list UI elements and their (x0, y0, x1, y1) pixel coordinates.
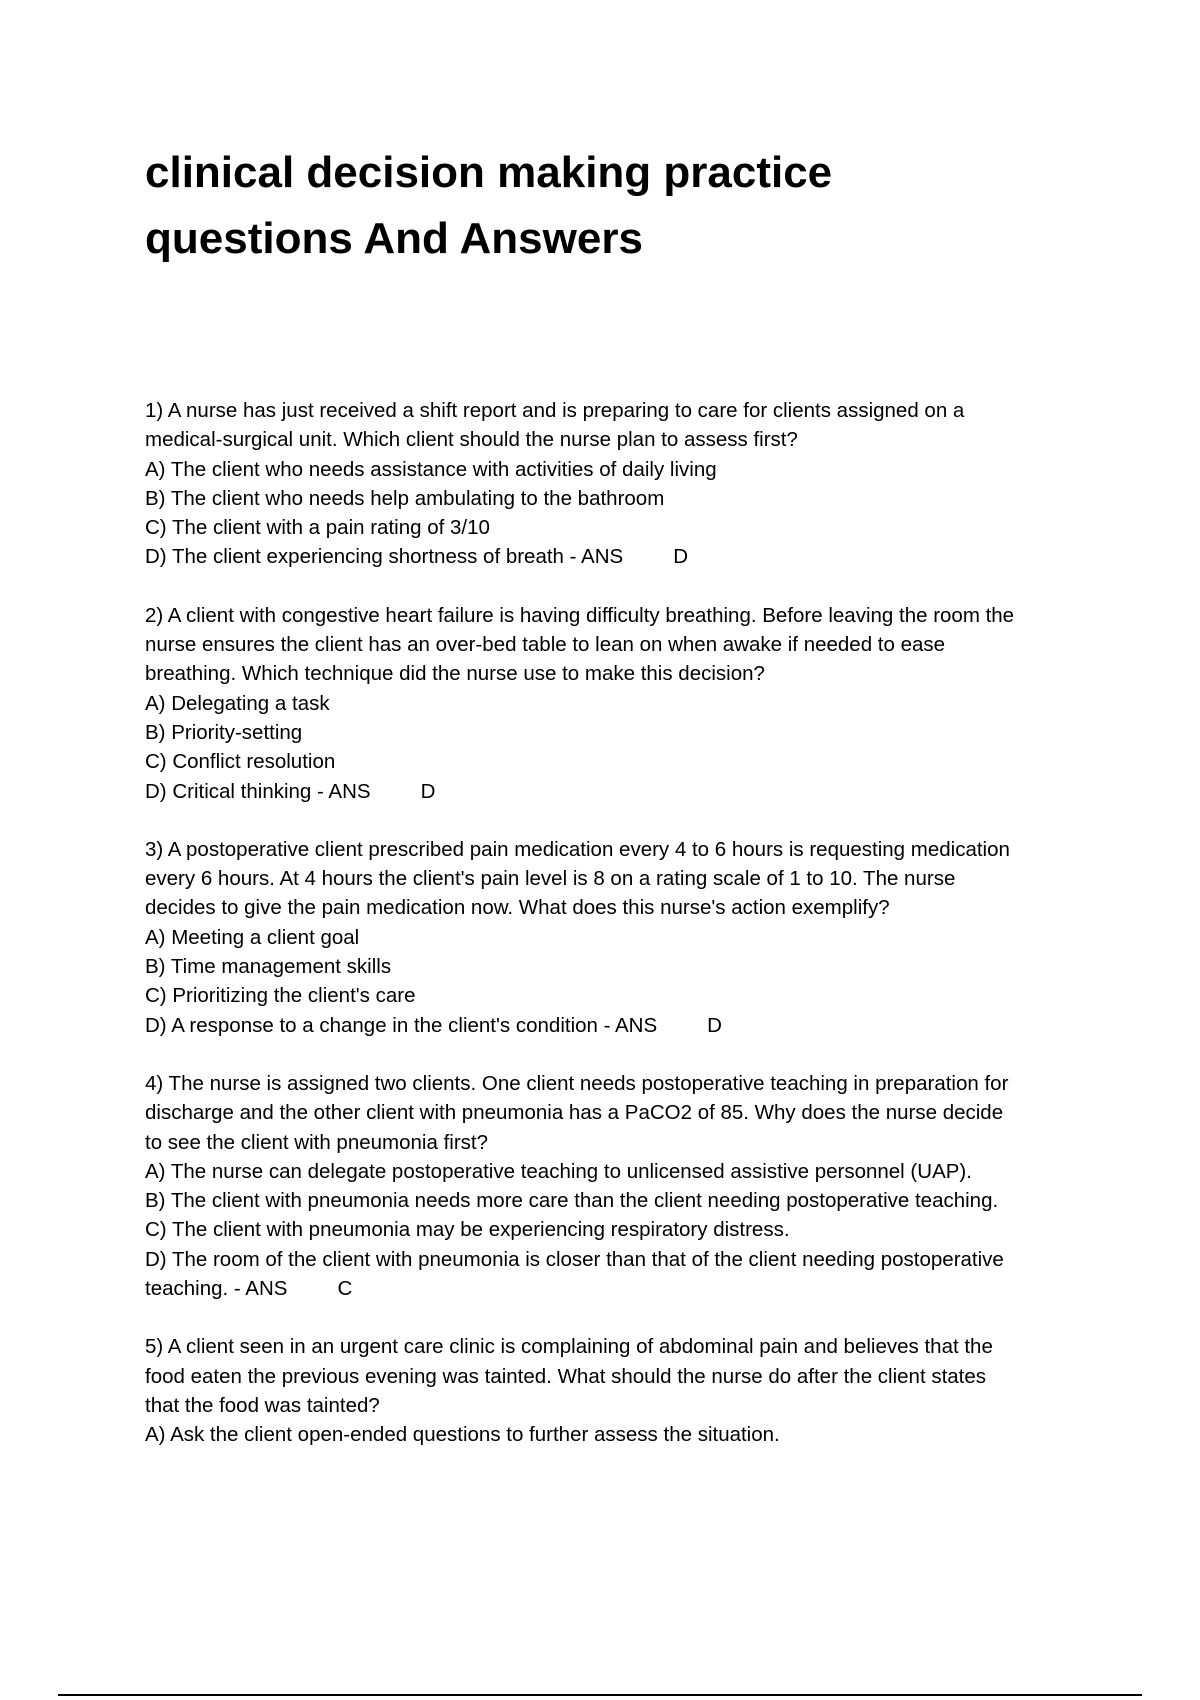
line-text: A) The client who needs assistance with activities of daily living (145, 457, 717, 481)
question-line (145, 893, 1105, 922)
question-line (145, 747, 1105, 776)
line-text: medical-surgical unit. Which client should the nurse plan to assess first? (145, 428, 798, 452)
question-block-1 (145, 396, 1105, 572)
question-stem-line (145, 396, 1105, 425)
question-line (145, 923, 1105, 952)
line-text: 4) The nurse is assigned two clients. One client needs postoperative teaching in preparation for (145, 1071, 1009, 1095)
footer-divider (58, 1694, 1142, 1696)
line-text: that the food was tainted? (145, 1393, 380, 1417)
question-line (145, 981, 1105, 1010)
line-text: D) The client experiencing shortness of breath - ANS (145, 545, 624, 569)
line-text: 2) A client with congestive heart failure is having difficulty breathing. Before leaving the room the (145, 603, 1015, 627)
line-text: food eaten the previous evening was tainted. What should the nurse do after the client states (145, 1364, 987, 1388)
line-text: B) The client with pneumonia needs more care than the client needing postoperative teaching. (145, 1189, 999, 1213)
question-list (145, 396, 1105, 1479)
question-line (145, 952, 1105, 981)
question-line (145, 1215, 1105, 1244)
question-line (145, 455, 1105, 484)
line-text: nurse ensures the client has an over-bed table to lean on when awake if needed to ease (145, 633, 946, 657)
line-text: A) Ask the client open-ended questions to further assess the situation. (145, 1423, 780, 1447)
line-text: 5) A client seen in an urgent care clinic is complaining of abdominal pain and believes that the (145, 1335, 993, 1359)
question-line (145, 484, 1105, 513)
line-text: C) Conflict resolution (145, 750, 336, 774)
line-text: D) A response to a change in the client's condition - ANS (145, 1013, 658, 1037)
question-line (145, 1245, 1105, 1274)
line-text: B) The client who needs help ambulating to the bathroom (145, 486, 665, 510)
line-text: teaching. - ANS (145, 1277, 288, 1301)
question-line (145, 1274, 1105, 1303)
line-text: A) The nurse can delegate postoperative teaching to unlicensed assistive personnel (UAP). (145, 1159, 972, 1183)
answer-key: C (337, 1277, 353, 1301)
question-line (145, 777, 1105, 806)
line-text: decides to give the pain medication now. What does this nurse's action exemplify? (145, 896, 890, 920)
title-line: clinical decision making practice (145, 148, 833, 197)
question-block-4 (145, 1069, 1105, 1303)
line-text: 1) A nurse has just received a shift report and is preparing to care for clients assigned on a (145, 399, 965, 422)
question-line (145, 1157, 1105, 1186)
question-line (145, 513, 1105, 542)
question-line (145, 1362, 1105, 1391)
question-line (145, 864, 1105, 893)
question-block-5 (145, 1332, 1105, 1449)
answer-key: D (420, 779, 436, 803)
line-text: A) Meeting a client goal (145, 925, 360, 949)
line-text: A) Delegating a task (145, 691, 330, 715)
page-title (145, 140, 1105, 272)
line-text: 3) A postoperative client prescribed pain medication every 4 to 6 hours is requesting medication (145, 837, 1010, 861)
answer-key: D (673, 545, 689, 569)
line-text: D) Critical thinking - ANS (145, 779, 371, 803)
question-line (145, 689, 1105, 718)
title-line: questions And Answers (145, 214, 643, 263)
question-line (145, 630, 1105, 659)
line-text: discharge and the other client with pneumonia has a PaCO2 of 85. Why does the nurse decide (145, 1101, 1004, 1125)
line-text: C) The client with pneumonia may be experiencing respiratory distress. (145, 1218, 790, 1242)
question-stem-line (145, 835, 1105, 864)
question-line (145, 425, 1105, 454)
line-text: D) The room of the client with pneumonia is closer than that of the client needing postoperative (145, 1247, 1004, 1271)
question-block-2 (145, 601, 1105, 806)
question-line (145, 718, 1105, 747)
question-line (145, 1098, 1105, 1127)
question-line (145, 1128, 1105, 1157)
line-text: to see the client with pneumonia first? (145, 1130, 488, 1154)
question-stem-line (145, 1069, 1105, 1098)
line-text: C) Prioritizing the client's care (145, 984, 416, 1008)
line-text: every 6 hours. At 4 hours the client's pain level is 8 on a rating scale of 1 to 10. The nurse (145, 867, 956, 891)
question-line (145, 659, 1105, 688)
answer-key: D (707, 1013, 722, 1037)
line-text: B) Time management skills (145, 955, 392, 979)
question-block-3 (145, 835, 1105, 1040)
question-line (145, 1186, 1105, 1215)
question-line (145, 1420, 1105, 1449)
line-text: C) The client with a pain rating of 3/10 (145, 516, 490, 540)
question-line (145, 542, 1105, 571)
line-text: B) Priority-setting (145, 720, 303, 744)
question-stem-line (145, 1332, 1105, 1361)
line-text: breathing. Which technique did the nurse use to make this decision? (145, 662, 765, 686)
question-line (145, 1011, 1105, 1040)
question-stem-line (145, 601, 1105, 630)
question-line (145, 1391, 1105, 1420)
